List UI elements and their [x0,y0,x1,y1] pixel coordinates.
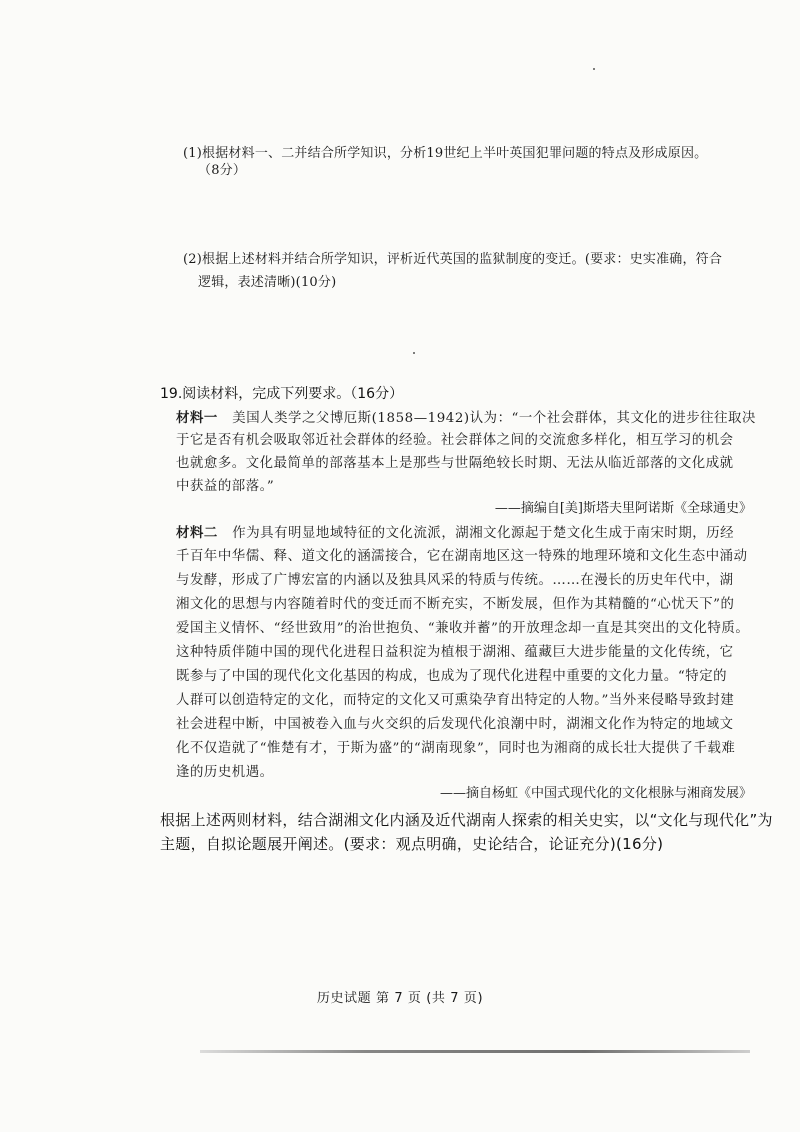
material2-line: 既参与了中国的现代化文化基因的构成，也成为了现代化进程中重要的文化力量。“特定的 [176,669,728,684]
material2-line: 人群可以创造特定的文化，而特定的文化又可熏染孕育出特定的人物。”当外来侵略导致封建 [176,693,735,708]
q19-title: 19.阅读材料，完成下列要求。（16分） [160,386,404,402]
q19-task-line: 主题，自拟论题展开阐述。(要求：观点明确，史论结合，论证充分)(16分) [160,835,664,853]
q18-part1-line2: （8分） [198,163,247,178]
scan-speck [593,68,595,70]
material2-label: 材料二 [176,525,218,541]
material1-line: 中获益的部落。” [176,479,275,494]
page-footer: 历史试题 第 7 页 (共 7 页) [316,991,484,1006]
material2-line: 千百年中华儒、释、道文化的涵濡接合，它在湖南地区这一特殊的地理环境和文化生态中涌动 [176,549,748,564]
material1-line: 于它是否有机会吸取邻近社会群体的经验。社会群体之间的交流愈多样化，相互学习的机会 [176,433,734,448]
material1-label: 材料一 [176,410,218,426]
q18-part2-line2: 逻辑，表述清晰)(10分) [198,275,337,290]
q18-part2-line1: (2)根据上述材料并结合所学知识，评析近代英国的监狱制度的变迁。(要求：史实准确，符合 [183,252,723,267]
material2-line: 化不仅造就了“惟楚有才，于斯为盛”的“湖南现象”，同时也为湘商的成长壮大提供了千载难 [176,741,736,756]
material2-line: 社会进程中断，中国被卷入血与火交织的后发现代化浪潮中时，湖湘文化作为特定的地域文 [176,717,734,732]
q19-task-line: 根据上述两则材料，结合湖湘文化内涵及近代湖南人探索的相关史实，以“文化与现代化”为 [160,811,773,829]
material1-line: 也就愈多。文化最简单的部落基本上是那些与世隔绝较长时期、无法从临近部落的文化成就 [176,456,734,471]
material2-line: 湘文化的思想与内容随着时代的变迁而不断充实，不断发展，但作为其精髓的“心忧天下”的 [176,597,735,612]
q18-part1-line1: (1)根据材料一、二并结合所学知识，分析19世纪上半叶英国犯罪问题的特点及形成原因。 [183,146,708,161]
material1-source: ——摘编自[美]斯塔夫里阿诺斯《全球通史》 [494,501,752,516]
material2-line: 这种特质伴随中国的现代化进程日益积淀为植根于湖湘、蕴藏巨大进步能量的文化传统，它 [176,645,734,660]
material2-line: 逢的历史机遇。 [176,765,274,780]
material2-line: 爱国主义情怀、“经世致用”的治世抱负、“兼收并蓄”的开放理念却一直是其突出的文化特质。 [176,621,750,636]
material2-line: 材料二 作为具有明显地域特征的文化流派，湖湘文化源起于楚文化生成于南宋时期，历经 [176,525,735,541]
material2-source: ——摘自杨虹《中国式现代化的文化根脉与湘商发展》 [439,786,752,801]
material1-line: 材料一 美国人类学之父博厄斯(1858—1942)认为：“一个社会群体，其文化的进步往往取决 [176,410,756,426]
scan-speck [413,352,415,354]
scan-bottom-edge [200,1050,750,1053]
material2-line: 与发酵，形成了广博宏富的内涵以及独具风采的特质与传统。……在漫长的历史年代中，湖 [176,573,734,588]
